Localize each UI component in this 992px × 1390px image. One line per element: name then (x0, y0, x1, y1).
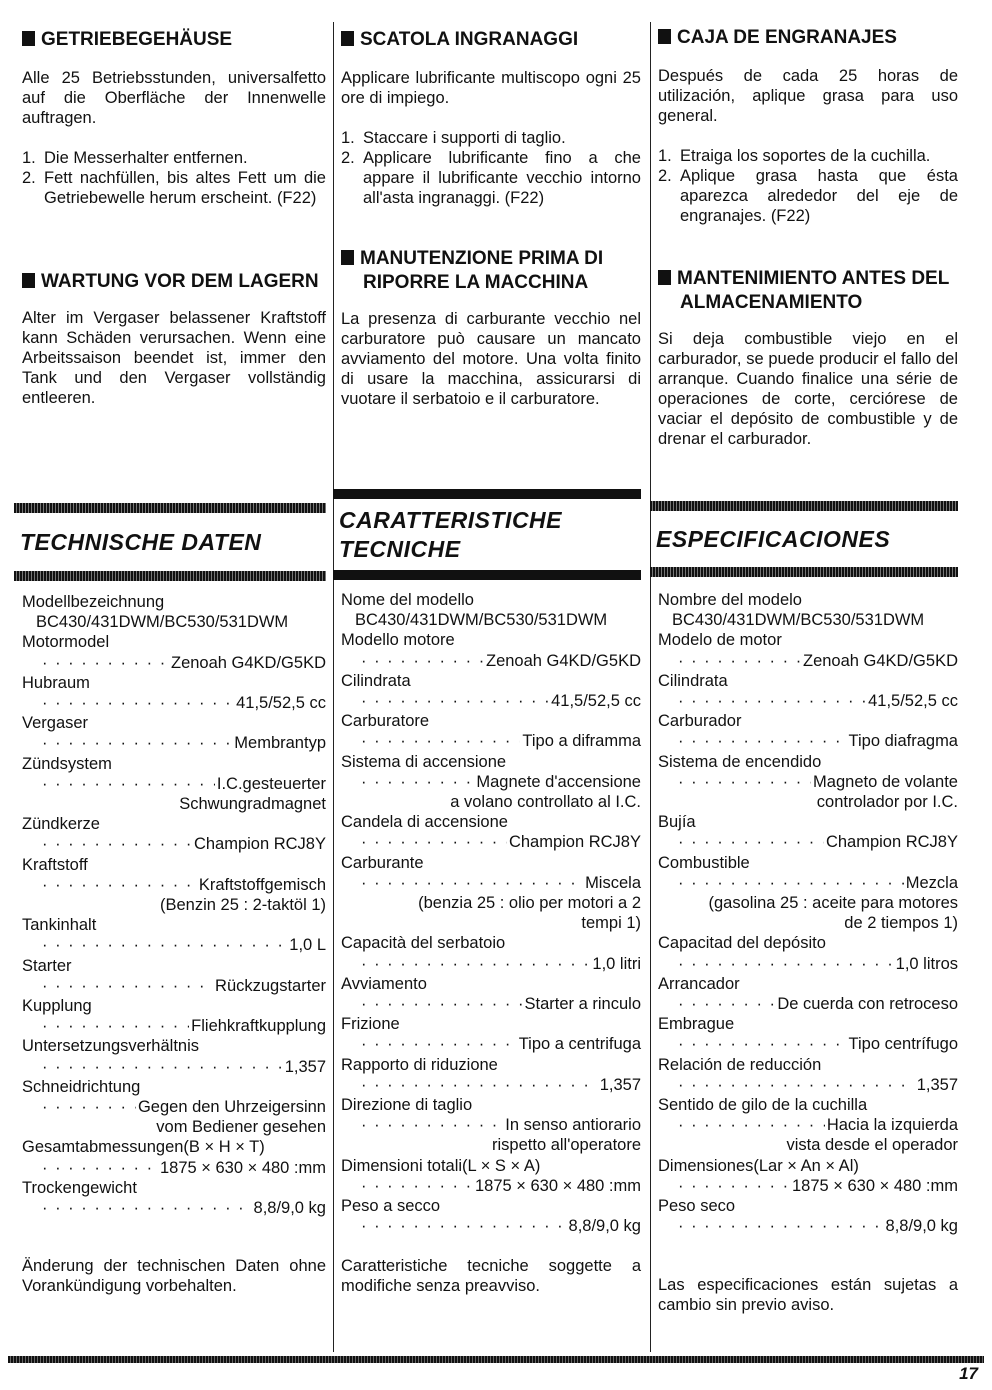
spec-row (341, 731, 641, 751)
dot-leader (361, 954, 590, 974)
spec-value: 8,8/9,0 kg (885, 1217, 958, 1236)
spec-label: Embrague (658, 1015, 735, 1034)
section-text: Alter im Vergaser belassener Kraftstoff kann Schäden verursachen. Wenn eine Arbeitssaison beendet ist, immer den Tank und den Vergaser vollständig entleeren. (22, 309, 326, 407)
spec-label: Cilindrata (341, 671, 411, 690)
spec-value: Champion RCJ8Y (193, 835, 326, 854)
section-intro: Alle 25 Betriebsstunden, universalfetto auf die Oberfläche der Innenwelle auftragen. (22, 69, 326, 127)
spec-label: Modelo de motor (658, 631, 782, 650)
list-item: 2. Fett nachfüllen, bis altes Fett um die Getriebewelle herum erscheint. (F22) (22, 169, 326, 207)
dot-leader (361, 832, 507, 852)
section-storage (658, 267, 958, 449)
rule-top (333, 489, 641, 499)
bullet-square-icon (22, 273, 35, 288)
spec-value: 41,5/52,5 cc (551, 692, 641, 711)
spec-label: Peso seco (658, 1197, 736, 1216)
step-list (22, 148, 326, 208)
model-label: Nome del modello (341, 591, 474, 609)
dot-leader (361, 1075, 598, 1095)
spec-row (341, 954, 641, 974)
spec-value: Tipo diafragma (848, 732, 958, 751)
spec-label: Capacitad del depósito (658, 934, 826, 953)
column-divider-2 (650, 22, 651, 1352)
spec-label: Dimensioni totali(L × S × A) (341, 1156, 541, 1175)
dot-leader (361, 691, 549, 711)
spec-label: Combustible (658, 853, 750, 872)
spec-value: Magnete d'accensione (476, 772, 641, 791)
spec-label: Carburador (658, 712, 742, 731)
spec-value-continued: Schwungradmagnet (179, 795, 326, 814)
spec-row (22, 875, 326, 895)
rule-bottom (650, 567, 958, 577)
spec-value: Tipo a diframma (522, 732, 641, 751)
spec-value: Fliehkraftkupplung (191, 1017, 326, 1036)
spec-row (22, 1016, 326, 1036)
spec-row (658, 1075, 958, 1095)
spec-label: Sistema di accensione (341, 752, 507, 771)
spec-value: Kraftstoffgemisch (198, 875, 326, 894)
spec-label: Bujía (658, 813, 696, 832)
model-label: Nombre del modelo (658, 591, 802, 609)
dot-leader (42, 733, 232, 753)
spec-row (22, 1057, 326, 1077)
spec-label: Carburatore (341, 712, 430, 731)
spec-value: 41,5/52,5 cc (236, 694, 326, 713)
spec-row (341, 873, 641, 893)
section-heading: GETRIEBEGEHÄUSE (22, 28, 326, 52)
spec-value: Starter a rinculo (524, 995, 641, 1014)
dot-leader (678, 691, 866, 711)
bullet-square-icon (341, 31, 354, 46)
dot-leader (678, 731, 847, 751)
spec-value-continued: tempi 1) (581, 914, 641, 933)
specs-title-band (14, 503, 326, 581)
spec-row (658, 1115, 958, 1135)
dot-leader (678, 1216, 884, 1236)
spec-row (658, 691, 958, 711)
spec-label: Rapporto di riduzione (341, 1055, 498, 1074)
dot-leader (42, 976, 213, 996)
spec-label: Cilindrata (658, 671, 728, 690)
spec-row (341, 651, 641, 671)
rule-top (14, 503, 326, 513)
spec-value: Miscela (585, 873, 641, 892)
spec-row (22, 774, 326, 794)
section-storage (22, 270, 326, 408)
bullet-square-icon (658, 29, 671, 44)
dot-leader (678, 772, 811, 792)
spec-row (341, 772, 641, 792)
step-list (341, 128, 641, 208)
spec-label: Arrancador (658, 974, 740, 993)
spec-row (658, 873, 958, 893)
dot-leader (361, 994, 523, 1014)
spec-value: Tipo centrífugo (848, 1035, 958, 1054)
spec-label: Zündsystem (22, 754, 112, 773)
spec-row (658, 1034, 958, 1054)
spec-row (22, 1097, 326, 1117)
dot-leader (42, 1057, 283, 1077)
spec-value-continued: rispetto all'operatore (492, 1136, 641, 1155)
model-value: BC430/431DWM/BC530/531DWM (355, 611, 608, 630)
specs-title: CARATTERISTICHE TECNICHE (339, 506, 563, 562)
dot-leader (678, 954, 894, 974)
spec-value: De cuerda con retroceso (777, 995, 958, 1014)
spec-label: Carburante (341, 853, 424, 872)
bullet-square-icon (22, 31, 35, 46)
disclaimer-note: Las especificaciones están sujetas a cambio sin previo aviso. (658, 1276, 958, 1314)
footer-rule (8, 1356, 984, 1363)
spec-row (341, 1034, 641, 1054)
spec-row (341, 1075, 641, 1095)
spec-row (22, 976, 326, 996)
spec-value: 1,0 litri (592, 954, 641, 973)
spec-label: Untersetzungsverhältnis (22, 1037, 200, 1056)
dot-leader (678, 651, 801, 671)
rule-bottom (14, 571, 326, 581)
spec-row (658, 1176, 958, 1196)
spec-row (22, 834, 326, 854)
model-value: BC430/431DWM/BC530/531DWM (672, 611, 925, 630)
disclaimer-note: Änderung der technischen Daten ohne Vorankündigung vorbehalten. (22, 1257, 326, 1295)
spec-value: 1875 × 630 × 480 :mm (791, 1176, 958, 1195)
spec-value: Gegen den Uhrzeigersinn (137, 1098, 326, 1117)
spec-value: 8,8/9,0 kg (568, 1217, 641, 1236)
spec-list (658, 590, 958, 1237)
spec-label: Tankinhalt (22, 916, 97, 935)
disclaimer-note: Caratteristiche tecniche soggette a modifiche senza preavviso. (341, 1257, 641, 1295)
list-item: 1. Die Messerhalter entfernen. (22, 149, 248, 167)
spec-value-continued: vom Bediener gesehen (156, 1118, 326, 1137)
spec-list (22, 592, 326, 1218)
rule-top (650, 501, 958, 511)
spec-label: Sentido de gilo de la cuchilla (658, 1096, 868, 1115)
spec-row (658, 1216, 958, 1236)
section-heading: SCATOLA INGRANAGGI (341, 28, 641, 52)
spec-row (658, 651, 958, 671)
spec-row (341, 994, 641, 1014)
spec-label: Vergaser (22, 714, 89, 733)
dot-leader (361, 873, 583, 893)
spec-row (22, 935, 326, 955)
spec-value: 1,357 (284, 1057, 326, 1076)
spec-value-continued: de 2 tiempos 1) (844, 914, 958, 933)
specs-title: ESPECIFICACIONES (656, 525, 891, 552)
spec-value-continued: (benzia 25 : olio per motori a 2 (418, 894, 641, 913)
spec-row (22, 1158, 326, 1178)
specs-title-band (333, 489, 641, 580)
dot-leader (42, 774, 215, 794)
dot-leader (361, 1115, 503, 1135)
spec-row (22, 1198, 326, 1218)
spec-label: Relación de reducción (658, 1055, 822, 1074)
dot-leader (42, 1158, 158, 1178)
bullet-square-icon (658, 270, 671, 285)
section-intro: Applicare lubrificante multiscopo ogni 25 ore di impiego. (341, 69, 641, 107)
section-text: Si deja combustible viejo en el carburador, se puede producir el fallo del arranque. Cuando finalice una série de operaciones de corte, cerciórese de vaciar el depósito de combustible y de drenar el carburador. (658, 330, 958, 448)
section-heading: CAJA DE ENGRANAJES (658, 26, 958, 50)
dot-leader (678, 994, 775, 1014)
dot-leader (42, 1198, 252, 1218)
spec-value-continued: controlador por I.C. (816, 793, 958, 812)
spec-value: 1,0 litros (895, 954, 958, 973)
spec-label: Zündkerze (22, 815, 100, 834)
spec-row (341, 691, 641, 711)
dot-leader (42, 693, 234, 713)
spec-row (658, 731, 958, 751)
spec-label: Direzione di taglio (341, 1096, 473, 1115)
dot-leader (678, 1115, 825, 1135)
dot-leader (361, 731, 520, 751)
spec-list (341, 590, 641, 1237)
spec-value: Zenoah G4KD/G5KD (171, 653, 326, 672)
section-gearbox (341, 28, 641, 208)
section-text: La presenza di carburante vecchio nel carburatore può causare un mancato avviamento del motore. Una volta finito di usare la macchina, assicurarsi di vuotare il serbatoio e il carburatore. (341, 310, 641, 408)
spec-value: 41,5/52,5 cc (868, 692, 958, 711)
spec-value: Rückzugstarter (215, 976, 326, 995)
list-item: 1. Etraiga los soportes de la cuchilla. (658, 147, 931, 165)
spec-value-continued: vista desde el operador (786, 1136, 958, 1155)
list-item: 2. Applicare lubrificante fino a che appare il lubrificante vecchio intorno all'asta ingranaggi. (F22) (341, 149, 641, 207)
spec-value: 1,357 (916, 1075, 958, 1094)
spec-label: Avviamento (341, 974, 427, 993)
spec-value: 1875 × 630 × 480 :mm (474, 1176, 641, 1195)
spec-label: Sistema de encendido (658, 752, 822, 771)
spec-value: Champion RCJ8Y (508, 833, 641, 852)
spec-value-continued: (Benzin 25 : 2-taktöl 1) (160, 896, 326, 915)
spec-row (658, 954, 958, 974)
spec-label: Dimensiones(Lar × An × Al) (658, 1156, 859, 1175)
spec-value: I.C.gesteuerter (216, 774, 326, 793)
spec-label: Hubraum (22, 673, 90, 692)
section-intro: Después de cada 25 horas de utilización, aplique grasa para uso general. (658, 67, 958, 125)
spec-row (22, 653, 326, 673)
dot-leader (678, 1034, 847, 1054)
model-label: Modellbezeichnung (22, 593, 165, 611)
step-list (658, 146, 958, 226)
spec-label: Frizione (341, 1015, 400, 1034)
spec-row (341, 832, 641, 852)
section-storage (341, 247, 641, 409)
spec-value: 1,357 (599, 1075, 641, 1094)
specs-title-band (650, 501, 958, 577)
spec-label: Gesamtabmessungen(B × H × T) (22, 1138, 265, 1157)
spec-label: Candela di accensione (341, 813, 508, 832)
list-item: 2. Aplique grasa hasta que ésta aparezca alrededor del eje de engranajes. (F22) (658, 167, 958, 225)
spec-row (658, 772, 958, 792)
spec-value: In senso antiorario (505, 1116, 641, 1135)
spec-label: Kupplung (22, 997, 92, 1016)
spec-label: Kraftstoff (22, 855, 88, 874)
dot-leader (42, 875, 197, 895)
spec-label: Schneidrichtung (22, 1077, 141, 1096)
dot-leader (42, 1016, 189, 1036)
dot-leader (678, 832, 824, 852)
spec-label: Starter (22, 956, 72, 975)
specs-title: TECHNISCHE DATEN (20, 528, 262, 555)
rule-bottom (333, 570, 641, 580)
spec-label: Trockengewicht (22, 1178, 137, 1197)
spec-value: Champion RCJ8Y (825, 833, 958, 852)
section-gearbox (658, 26, 958, 226)
section-heading: WARTUNG VOR DEM LAGERN (22, 270, 326, 294)
spec-value: Zenoah G4KD/G5KD (803, 651, 958, 670)
dot-leader (42, 834, 192, 854)
list-item: 1. Staccare i supporti di taglio. (341, 129, 566, 147)
column-divider-1 (333, 22, 334, 1352)
spec-row (341, 1176, 641, 1196)
section-gearbox (22, 28, 326, 208)
dot-leader (42, 1097, 136, 1117)
dot-leader (678, 1075, 915, 1095)
spec-value: 1875 × 630 × 480 :mm (159, 1158, 326, 1177)
dot-leader (678, 873, 904, 893)
dot-leader (678, 1176, 790, 1196)
dot-leader (42, 653, 169, 673)
spec-label: Peso a secco (341, 1197, 441, 1216)
spec-value: Membrantyp (234, 734, 326, 753)
dot-leader (361, 1176, 473, 1196)
dot-leader (361, 1216, 567, 1236)
section-heading: MANTENIMIENTO ANTES DEL ALMACENAMIENTO (658, 267, 958, 315)
spec-label: Modello motore (341, 631, 455, 650)
spec-row (658, 832, 958, 852)
spec-value: Hacia la izquierda (826, 1116, 958, 1135)
dot-leader (42, 935, 287, 955)
dot-leader (361, 651, 484, 671)
spec-value: 1,0 L (289, 936, 326, 955)
spec-value-continued: a volano controllato al I.C. (450, 793, 641, 812)
dot-leader (361, 772, 474, 792)
spec-value: Tipo a centrifuga (518, 1035, 641, 1054)
spec-value: 8,8/9,0 kg (253, 1199, 326, 1218)
spec-row (341, 1216, 641, 1236)
bullet-square-icon (341, 250, 354, 265)
page-number: 17 (959, 1364, 978, 1383)
spec-row (658, 994, 958, 1014)
spec-value-continued: (gasolina 25 : aceite para motores (708, 894, 958, 913)
spec-label: Capacità del serbatoio (341, 934, 506, 953)
spec-row (22, 733, 326, 753)
dot-leader (361, 1034, 517, 1054)
spec-label: Motormodel (22, 633, 110, 652)
spec-value: Zenoah G4KD/G5KD (486, 651, 641, 670)
spec-row (22, 693, 326, 713)
spec-value: Mezcla (905, 873, 958, 892)
model-value: BC430/431DWM/BC530/531DWM (36, 613, 289, 632)
spec-row (341, 1115, 641, 1135)
section-heading: MANUTENZIONE PRIMA DI RIPORRE LA MACCHINA (341, 247, 641, 295)
spec-value: Magneto de volante (813, 772, 958, 791)
